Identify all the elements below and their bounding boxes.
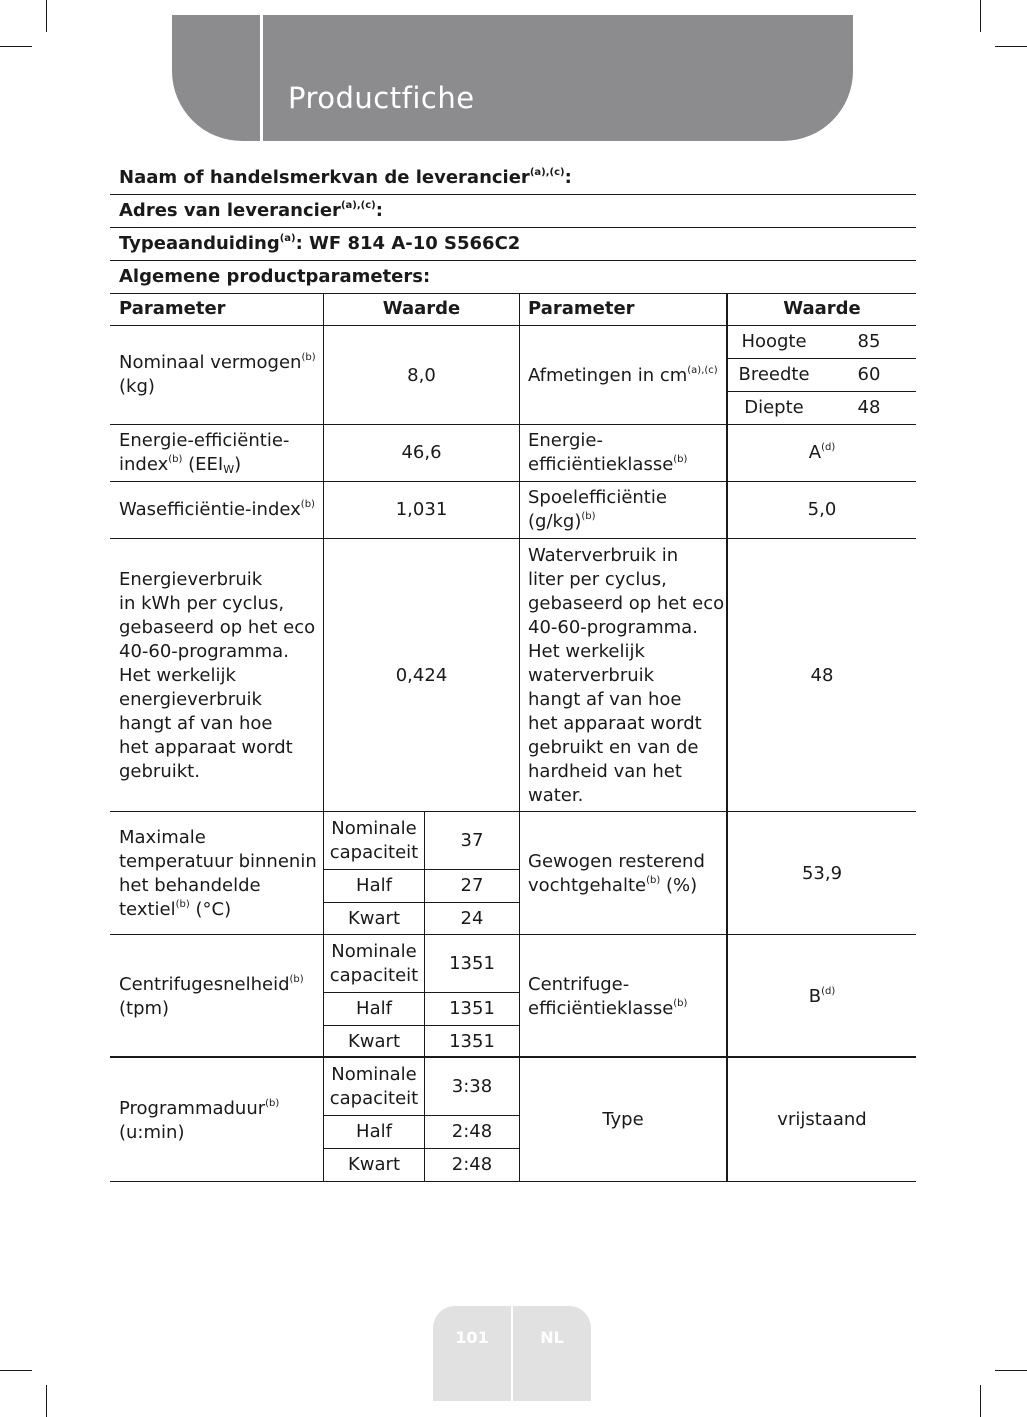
energy-consumption-label: Energieverbruik in kWh per cyclus, gebaseerd op het eco 40-60-programma. Het werkelijk energieverbruik hangt af van hoe het apparaat wordt gebruikt. xyxy=(119,569,316,782)
max-temp-label: Maximale temperatuur binnenin het behandelde textiel$^{(b)}$ (°C) xyxy=(119,827,317,920)
supplier-name-label: Naam of handelsmerkvan de leverancier$^{(a),(c)}$: xyxy=(119,167,572,188)
page-title: Productfiche xyxy=(288,81,475,115)
crop-mark xyxy=(980,1385,981,1417)
spin-speed-half-value: 1351 xyxy=(449,998,495,1019)
duration-quarter-label: Kwart xyxy=(347,1154,400,1175)
crop-mark xyxy=(0,1370,32,1371)
supplier-address-row xyxy=(110,194,916,228)
max-temp-half-label: Half xyxy=(356,875,392,896)
spin-speed-rated-label: Nominale capaciteit xyxy=(329,941,419,986)
duration-label: Programmaduur$^{(b)}$ (u:min) xyxy=(119,1098,280,1143)
height-value: 85 xyxy=(857,331,881,352)
crop-mark xyxy=(46,1385,47,1417)
general-parameters-row xyxy=(110,260,916,294)
spin-speed-half-label: Half xyxy=(356,998,392,1019)
energy-class-value: $A^{(d)}$ xyxy=(808,442,836,463)
model-identifier-row xyxy=(110,227,916,261)
duration-half-value: 2:48 xyxy=(451,1121,493,1142)
eei-value: 46,6 xyxy=(401,442,442,463)
width-label: Breedte xyxy=(738,364,810,385)
moisture-value: 53,9 xyxy=(801,863,843,884)
max-temp-rated-label: Nominale capaciteit xyxy=(329,818,419,863)
depth-label: Diepte xyxy=(744,397,804,418)
crop-mark xyxy=(46,0,47,32)
supplier-name-row xyxy=(110,161,916,195)
energy-class-label: Energie- efficiëntieklasse$^{(b)}$ xyxy=(528,430,688,475)
moisture-label: Gewogen resterend vochtgehalte$^{(b)}$ (%) xyxy=(528,851,705,896)
duration-half-label: Half xyxy=(356,1121,392,1142)
height-label: Hoogte xyxy=(741,331,807,352)
max-temp-rated-value: 37 xyxy=(460,830,484,851)
header-parameter-left: Parameter xyxy=(119,298,226,319)
max-temp-quarter-value: 24 xyxy=(460,908,484,929)
duration-quarter-value: 2:48 xyxy=(451,1154,493,1175)
spin-speed-quarter-value: 1351 xyxy=(449,1031,495,1052)
washing-index-value: 1,031 xyxy=(395,499,448,520)
water-consumption-label: Waterverbruik in liter per cyclus, gebaseerd op het eco 40-60-programma. Het werkelijk waterverbruik hangt af van hoe het apparaat wordt gebruikt en van de hardheid van het water. xyxy=(528,545,725,806)
max-temp-half-value: 27 xyxy=(460,875,484,896)
spin-speed-rated-value: 1351 xyxy=(449,953,495,974)
model-identifier-label: Typeaanduiding$^{(a)}$: WF 814 A-10 S566C2 xyxy=(119,233,521,254)
rated-capacity-value: 8,0 xyxy=(407,365,436,386)
general-parameters-label: Algemene productparameters: xyxy=(119,266,431,287)
water-consumption-value: 48 xyxy=(810,665,834,686)
rated-capacity-label: Nominaal vermogen$^{(b)}$ (kg) xyxy=(119,352,316,397)
header-divider xyxy=(260,15,263,141)
spin-class-label: Centrifuge- efficiëntieklasse$^{(b)}$ xyxy=(528,974,688,1019)
header-parameter-right: Parameter xyxy=(528,298,635,319)
crop-mark xyxy=(0,46,32,47)
duration-rated-label: Nominale capaciteit xyxy=(329,1064,419,1109)
crop-mark xyxy=(995,46,1027,47)
eei-label: Energie-efficiëntie- index$^{(b)}$ $(EEI_W)$ xyxy=(119,430,290,476)
language-tab: NL xyxy=(513,1306,591,1401)
rinsing-value: 5,0 xyxy=(807,499,837,520)
type-label: Type xyxy=(602,1109,644,1130)
page-number: 101 xyxy=(433,1306,511,1401)
header-value-right: Waarde xyxy=(783,298,861,319)
max-temp-quarter-label: Kwart xyxy=(347,908,400,929)
crop-mark xyxy=(980,0,981,32)
type-value: vrijstaand xyxy=(777,1109,867,1130)
rinsing-label: Spoelefficiëntie $(g/kg)^{(b)}$ xyxy=(528,487,667,532)
width-value: 60 xyxy=(857,364,881,385)
spin-speed-label: Centrifugesnelheid$^{(b)}$ (tpm) xyxy=(119,974,304,1019)
energy-consumption-value: 0,424 xyxy=(395,665,448,686)
crop-mark xyxy=(995,1370,1027,1371)
washing-index-label: Wasefficiëntie-index$^{(b)}$ xyxy=(119,499,315,520)
supplier-address-label: Adres van leverancier$^{(a),(c)}$: xyxy=(119,200,383,221)
spin-speed-quarter-label: Kwart xyxy=(347,1031,400,1052)
depth-value: 48 xyxy=(857,397,881,418)
header-value-left: Waarde xyxy=(382,298,461,319)
page-header xyxy=(172,15,853,141)
duration-rated-value: 3:38 xyxy=(451,1076,493,1097)
dimensions-label: Afmetingen in $cm^{(a),(c)}$ xyxy=(528,365,718,386)
spin-class-value: $B^{(d)}$ xyxy=(808,986,836,1007)
